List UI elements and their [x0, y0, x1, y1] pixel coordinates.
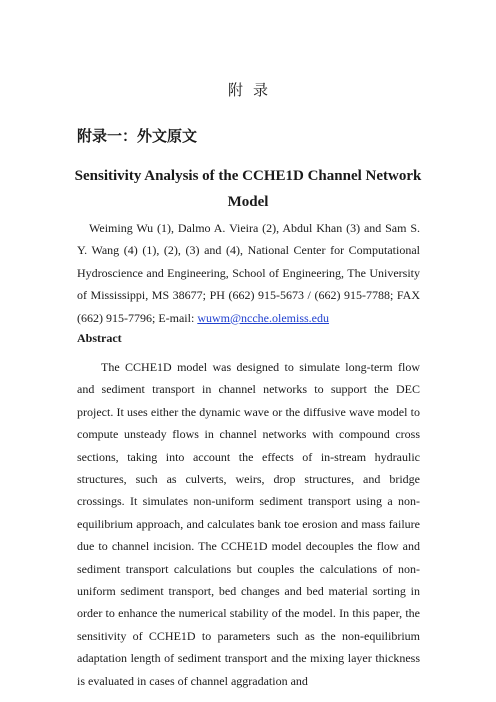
email-link[interactable]: wuwm@ncche.olemiss.edu	[197, 310, 330, 325]
abstract-heading: Abstract	[77, 331, 122, 345]
author-affiliation-text: Weiming Wu (1), Dalmo A. Vieira (2), Abdul Khan (3) and Sam S. Y. Wang (4) (1), (2), (3) and (4), National Center for Computational Hydroscience and Engineering, School of Engineering, The University of Mississippi, MS 38677; PH (662) 915-5673 / (662) 915-7788; FAX (662) 915-7796; E-mail:	[77, 221, 420, 325]
paper-title-line-2: Model	[227, 194, 269, 210]
abstract-text: The CCHE1D model was designed to simulate long-term flow and sediment transport in channel networks to support the DEC project. It uses either the dynamic wave or the diffusive wave model to compute unsteady flows in channel networks with compound cross sections, taking into account the effects of in-stream hydraulic structures, such as culverts, weirs, drop structures, and bridge crossings. It simulates non-uniform sediment transport using a non-equilibrium approach, and calculates bank toe erosion and mass failure due to channel incision. The CCHE1D model decouples the flow and sediment transport calculations but couples the calculations of non-uniform sediment transport, bed changes and bed material sorting in order to enhance the numerical stability of the model. In this paper, the sensitivity of CCHE1D to parameters such as the non-equilibrium adaptation length of sediment transport and the mixing layer thickness is evaluated in cases of channel aggradation and	[77, 360, 420, 688]
appendix-title: 附录	[227, 83, 278, 99]
author-affiliation	[77, 217, 420, 329]
paper-title-line-1: Sensitivity Analysis of the CCHE1D Channel Network	[74, 168, 422, 184]
paper-title	[60, 163, 436, 215]
section-heading: 附录一：外文原文	[77, 127, 198, 145]
